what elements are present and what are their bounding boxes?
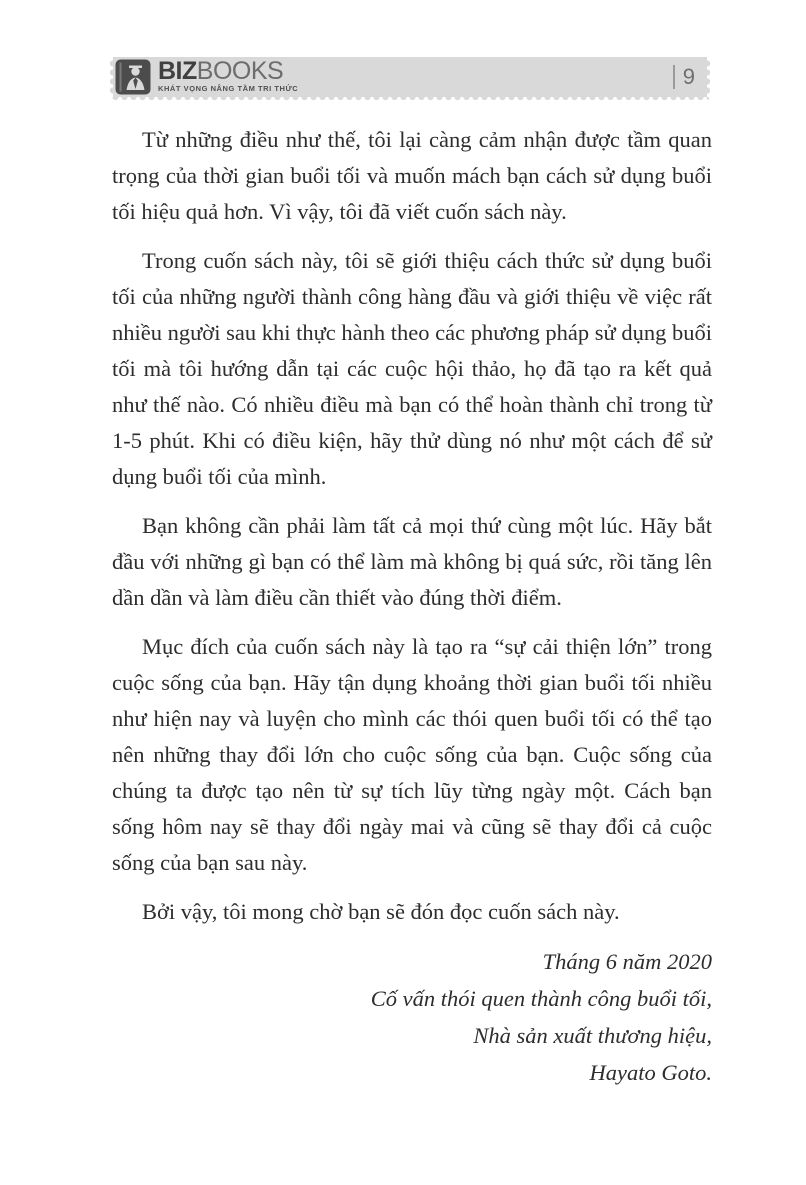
signature-line-role: Nhà sản xuất thương hiệu, <box>473 1023 712 1048</box>
signature-line-role: Cố vấn thói quen thành công buổi tối, <box>370 986 712 1011</box>
page-number-divider <box>673 65 675 89</box>
perforation-right-edge <box>707 59 711 95</box>
page-number-value: 9 <box>682 64 695 89</box>
perforation-left-edge <box>109 59 113 95</box>
signature-line-date: Tháng 6 năm 2020 <box>542 949 712 974</box>
signature-line-author: Hayato Goto. <box>589 1060 712 1085</box>
bizbooks-logo <box>115 59 298 95</box>
body-paragraph: Bạn không cần phải làm tất cả mọi thứ cùng một lúc. Hãy bắt đầu với những gì bạn có thể làm mà không bị quá sức, rồi tăng lên dần dần và làm điều cần thiết vào đúng thời điểm. <box>112 513 712 610</box>
body-paragraph: Từ những điều như thế, tôi lại càng cảm nhận được tầm quan trọng của thời gian buổi tối và muốn mách bạn cách sử dụng buổi tối hiệu quả hơn. Vì vậy, tôi đã viết cuốn sách này. <box>112 127 712 224</box>
brand-name-books: BOOKS <box>196 57 284 85</box>
brand-name-biz: BIZ <box>158 57 197 85</box>
bizbooks-logo-icon <box>115 59 151 95</box>
perforation-bottom-edge <box>111 97 709 101</box>
page-number <box>673 64 695 90</box>
page-header <box>113 57 707 97</box>
bizbooks-wordmark <box>158 57 299 93</box>
signature-block <box>112 943 712 1091</box>
body-paragraph: Trong cuốn sách này, tôi sẽ giới thiệu cách thức sử dụng buổi tối của những người thành công hàng đầu và giới thiệu về việc rất nhiều người sau khi thực hành theo các phương pháp sử dụng buổi tối mà tôi hướng dẫn tại các cuộc hội thảo, họ đã tạo ra kết quả như thế nào. Có nhiều điều mà bạn có thể hoàn thành chỉ trong từ 1-5 phút. Khi có điều kiện, hãy thử dùng nó như một cách để sử dụng buổi tối của mình. <box>112 248 712 489</box>
body-paragraph: Bởi vậy, tôi mong chờ bạn sẽ đón đọc cuốn sách này. <box>142 899 620 924</box>
brand-name <box>158 57 298 85</box>
body-paragraph: Mục đích của cuốn sách này là tạo ra “sự cải thiện lớn” trong cuộc sống của bạn. Hãy tận dụng khoảng thời gian buổi tối nhiều như hiện nay và luyện cho mình các thói quen buổi tối có thể tạo nên những thay đổi lớn cho cuộc sống của bạn. Cuộc sống của chúng ta được tạo nên từ sự tích lũy từng ngày một. Cách bạn sống hôm nay sẽ thay đổi ngày mai và cũng sẽ thay đổi cả cuộc sống của bạn sau này. <box>112 634 712 875</box>
page-content <box>112 122 712 1091</box>
brand-tagline: KHÁT VỌNG NÂNG TẦM TRI THỨC <box>158 84 299 93</box>
